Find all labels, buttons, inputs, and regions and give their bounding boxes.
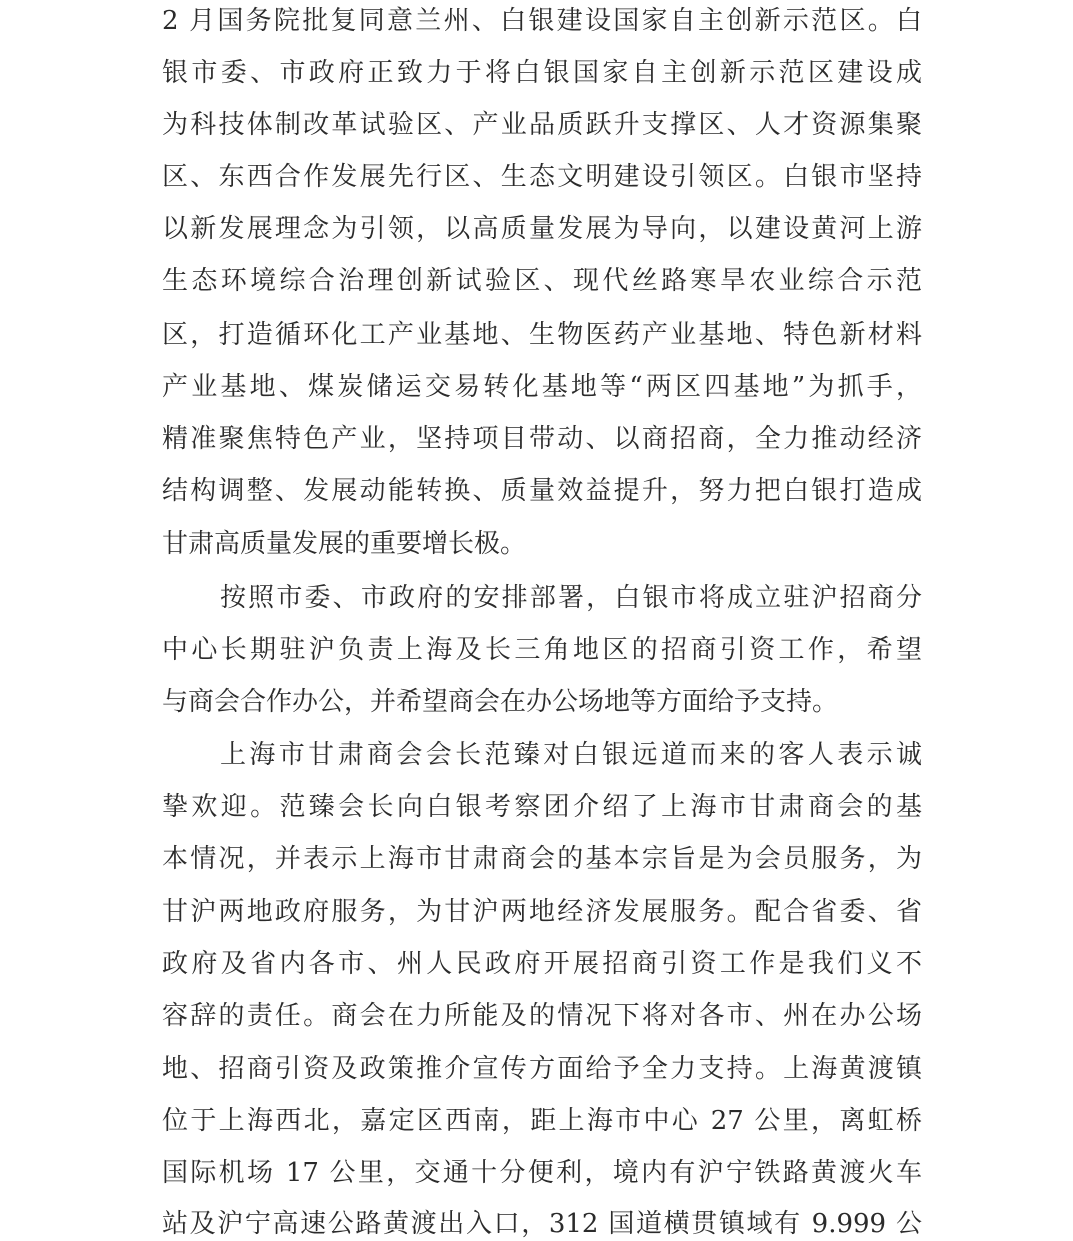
- text-line: 生态环境综合治理创新试验区、现代丝路寒旱农业综合示范: [162, 266, 922, 296]
- text-line: 2 月国务院批复同意兰州、白银建设国家自主创新示范区。白: [162, 6, 922, 36]
- paragraph-first-line: 上海市甘肃商会会长范臻对白银远道而来的客人表示诚: [220, 740, 922, 770]
- text-line: 精准聚焦特色产业，坚持项目带动、以商招商，全力推动经济: [162, 424, 922, 454]
- text-line: 产业基地、煤炭储运交易转化基地等“两区四基地”为抓手，: [162, 372, 922, 402]
- text-line: 位于上海西北，嘉定区西南，距上海市中心 27 公里，离虹桥: [162, 1106, 922, 1136]
- text-line: 容辞的责任。商会在力所能及的情况下将对各市、州在办公场: [162, 1001, 922, 1031]
- paragraph-first-line: 按照市委、市政府的安排部署，白银市将成立驻沪招商分: [220, 583, 922, 613]
- text-line: 以新发展理念为引领，以高质量发展为导向，以建设黄河上游: [162, 214, 922, 244]
- text-line: 甘肃高质量发展的重要增长极。: [162, 529, 527, 559]
- text-line: 国际机场 17 公里，交通十分便利，境内有沪宁铁路黄渡火车: [162, 1158, 922, 1188]
- text-line: 与商会合作办公，并希望商会在办公场地等方面给予支持。: [162, 687, 839, 717]
- text-line: 本情况，并表示上海市甘肃商会的基本宗旨是为会员服务，为: [162, 844, 922, 874]
- text-line: 甘沪两地政府服务，为甘沪两地经济发展服务。配合省委、省: [162, 897, 922, 927]
- text-line: 区、东西合作发展先行区、生态文明建设引领区。白银市坚持: [162, 162, 922, 192]
- text-line: 区，打造循环化工产业基地、生物医药产业基地、特色新材料: [162, 320, 922, 350]
- text-line: 地、招商引资及政策推介宣传方面给予全力支持。上海黄渡镇: [162, 1054, 922, 1084]
- text-line: 为科技体制改革试验区、产业品质跃升支撑区、人才资源集聚: [162, 110, 922, 140]
- text-line: 结构调整、发展动能转换、质量效益提升，努力把白银打造成: [162, 476, 922, 506]
- text-line: 政府及省内各市、州人民政府开展招商引资工作是我们义不: [162, 949, 922, 979]
- text-line: 中心长期驻沪负责上海及长三角地区的招商引资工作，希望: [162, 635, 922, 665]
- text-line: 银市委、市政府正致力于将白银国家自主创新示范区建设成: [162, 58, 922, 88]
- text-line: 挚欢迎。范臻会长向白银考察团介绍了上海市甘肃商会的基: [162, 792, 922, 822]
- text-line: 站及沪宁高速公路黄渡出入口，312 国道横贯镇域有 9.999 公: [162, 1209, 922, 1239]
